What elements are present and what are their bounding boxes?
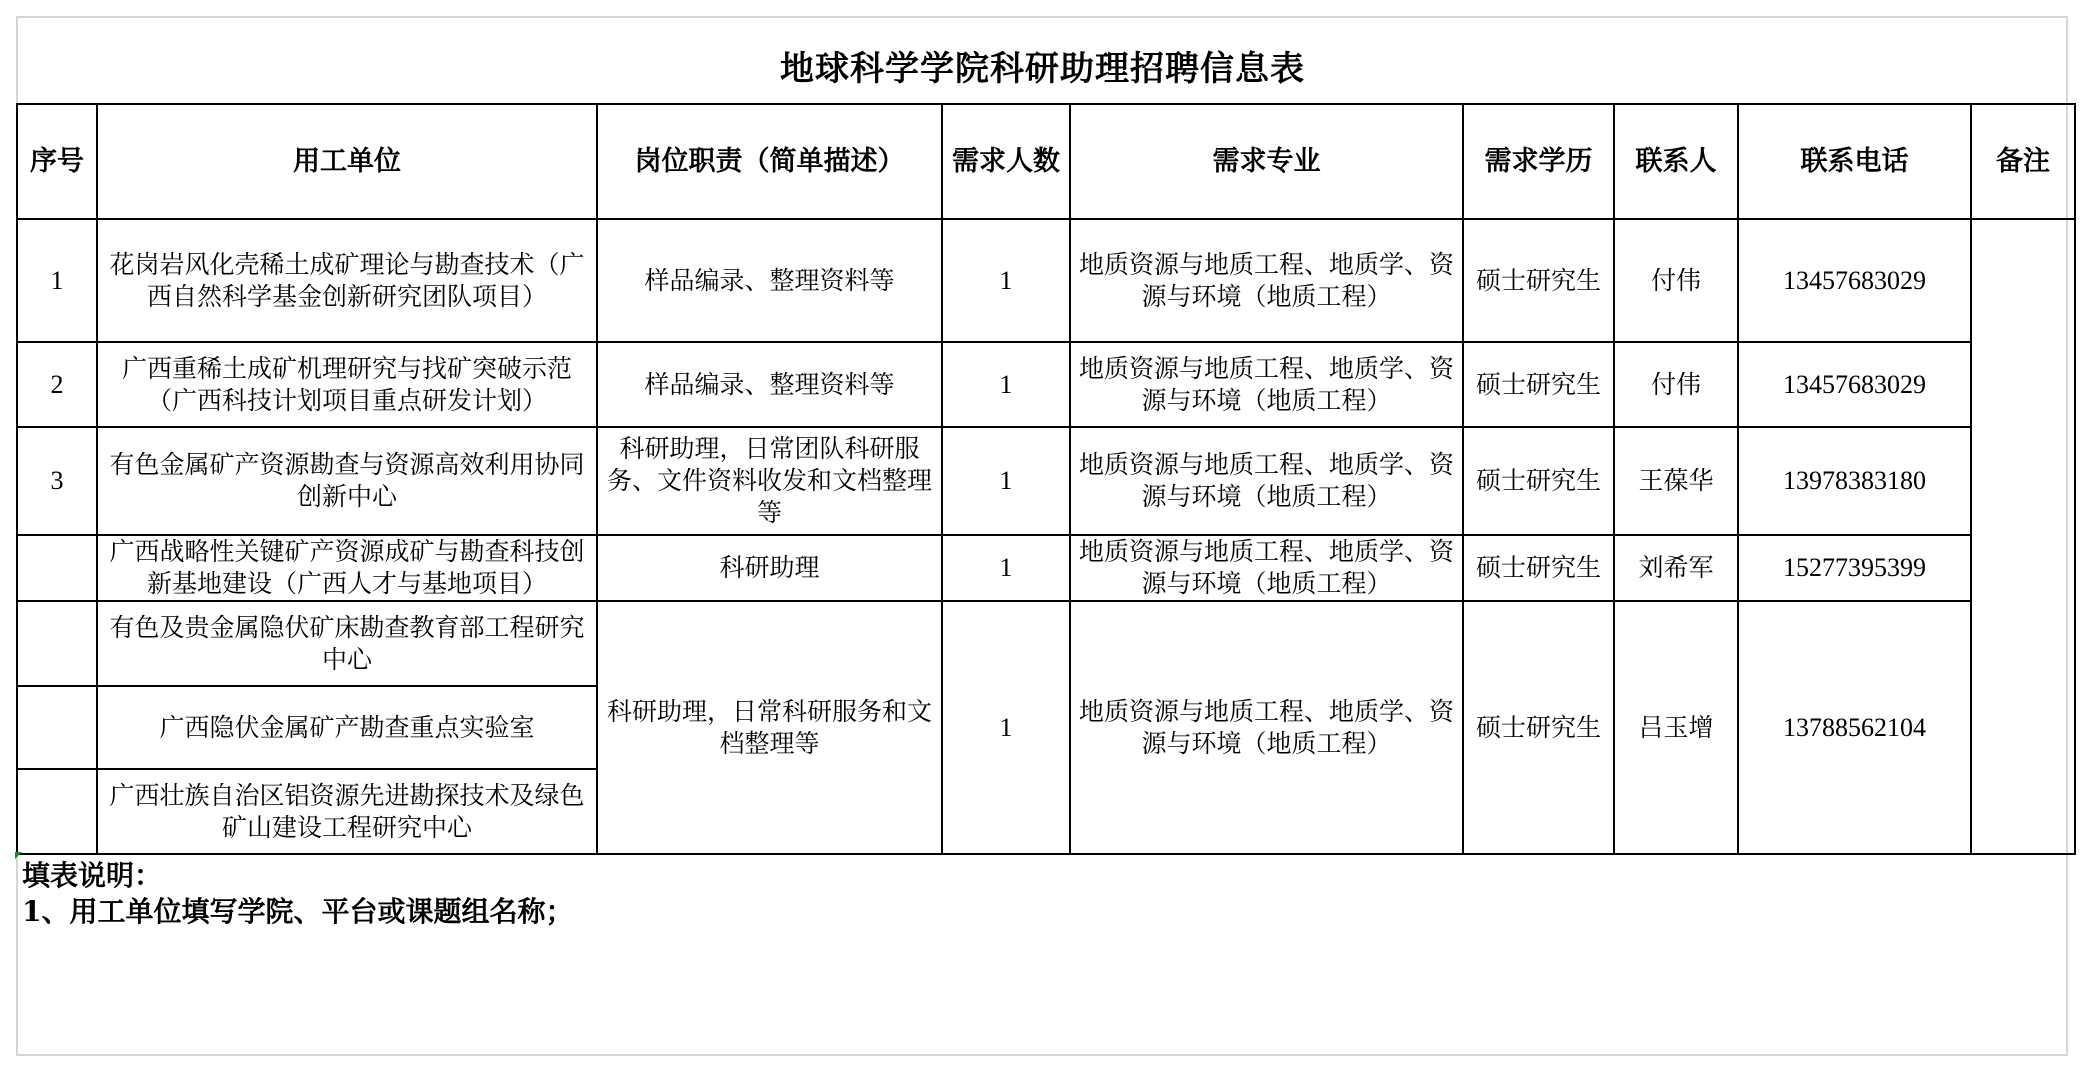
- header-major: 需求专业: [1070, 104, 1463, 219]
- cell-no: 3: [17, 427, 97, 535]
- cell-duty: 科研助理，日常科研服务和文档整理等: [597, 601, 942, 854]
- cell-unit: 广西战略性关键矿产资源成矿与勘查科技创新基地建设（广西人才与基地项目）: [97, 535, 597, 601]
- cell-major: 地质资源与地质工程、地质学、资源与环境（地质工程）: [1070, 535, 1463, 601]
- header-degree: 需求学历: [1463, 104, 1614, 219]
- cell-phone: 13457683029: [1738, 342, 1971, 427]
- cell-unit: 有色及贵金属隐伏矿床勘查教育部工程研究中心: [97, 601, 597, 686]
- notes-line-1: 1、用工单位填写学院、平台或课题组名称；: [22, 895, 574, 928]
- cell-degree: 硕士研究生: [1463, 427, 1614, 535]
- cell-duty: 样品编录、整理资料等: [597, 342, 942, 427]
- cell-duty: 样品编录、整理资料等: [597, 219, 942, 342]
- header-no: 序号: [17, 104, 97, 219]
- cell-degree: 硕士研究生: [1463, 601, 1614, 854]
- cell-marker-icon: [15, 852, 22, 859]
- cell-count: 1: [942, 535, 1070, 601]
- cell-no: 2: [17, 342, 97, 427]
- header-contact: 联系人: [1614, 104, 1738, 219]
- cell-major: 地质资源与地质工程、地质学、资源与环境（地质工程）: [1070, 601, 1463, 854]
- cell-unit: 有色金属矿产资源勘查与资源高效利用协同创新中心: [97, 427, 597, 535]
- cell-unit: 广西隐伏金属矿产勘查重点实验室: [97, 686, 597, 769]
- cell-phone: 13978383180: [1738, 427, 1971, 535]
- notes-heading: 填表说明：: [22, 859, 163, 892]
- cell-major: 地质资源与地质工程、地质学、资源与环境（地质工程）: [1070, 342, 1463, 427]
- cell-no: [17, 769, 97, 854]
- cell-remark: [1971, 219, 2075, 854]
- table-row: [17, 601, 2075, 686]
- cell-no: [17, 535, 97, 601]
- header-phone: 联系电话: [1738, 104, 1971, 219]
- cell-phone: 15277395399: [1738, 535, 1971, 601]
- header-remark: 备注: [1971, 104, 2075, 219]
- recruitment-table: [16, 103, 2076, 855]
- header-count: 需求人数: [942, 104, 1070, 219]
- cell-unit: 广西壮族自治区铝资源先进勘探技术及绿色矿山建设工程研究中心: [97, 769, 597, 854]
- cell-degree: 硕士研究生: [1463, 342, 1614, 427]
- table-row: [17, 535, 2075, 601]
- cell-contact: 刘希军: [1614, 535, 1738, 601]
- page-title: 地球科学学院科研助理招聘信息表: [780, 48, 1305, 89]
- cell-duty: 科研助理: [597, 535, 942, 601]
- fill-instructions: [22, 858, 574, 930]
- cell-duty: 科研助理，日常团队科研服务、文件资料收发和文档整理等: [597, 427, 942, 535]
- cell-count: 1: [942, 601, 1070, 854]
- table-row: [17, 219, 2075, 342]
- cell-degree: 硕士研究生: [1463, 219, 1614, 342]
- cell-no: 1: [17, 219, 97, 342]
- cell-count: 1: [942, 342, 1070, 427]
- cell-count: 1: [942, 427, 1070, 535]
- cell-no: [17, 686, 97, 769]
- cell-contact: 吕玉增: [1614, 601, 1738, 854]
- cell-degree: 硕士研究生: [1463, 535, 1614, 601]
- cell-contact: 王葆华: [1614, 427, 1738, 535]
- cell-major: 地质资源与地质工程、地质学、资源与环境（地质工程）: [1070, 427, 1463, 535]
- cell-unit: 广西重稀土成矿机理研究与找矿突破示范（广西科技计划项目重点研发计划）: [97, 342, 597, 427]
- cell-no: [17, 601, 97, 686]
- cell-contact: 付伟: [1614, 219, 1738, 342]
- table-row: [17, 427, 2075, 535]
- cell-count: 1: [942, 219, 1070, 342]
- cell-contact: 付伟: [1614, 342, 1738, 427]
- cell-unit: 花岗岩风化壳稀土成矿理论与勘查技术（广西自然科学基金创新研究团队项目）: [97, 219, 597, 342]
- header-unit: 用工单位: [97, 104, 597, 219]
- cell-phone: 13457683029: [1738, 219, 1971, 342]
- header-duty: 岗位职责（简单描述）: [597, 104, 942, 219]
- table-header-row: [17, 104, 2075, 219]
- table-row: [17, 342, 2075, 427]
- cell-major: 地质资源与地质工程、地质学、资源与环境（地质工程）: [1070, 219, 1463, 342]
- cell-phone: 13788562104: [1738, 601, 1971, 854]
